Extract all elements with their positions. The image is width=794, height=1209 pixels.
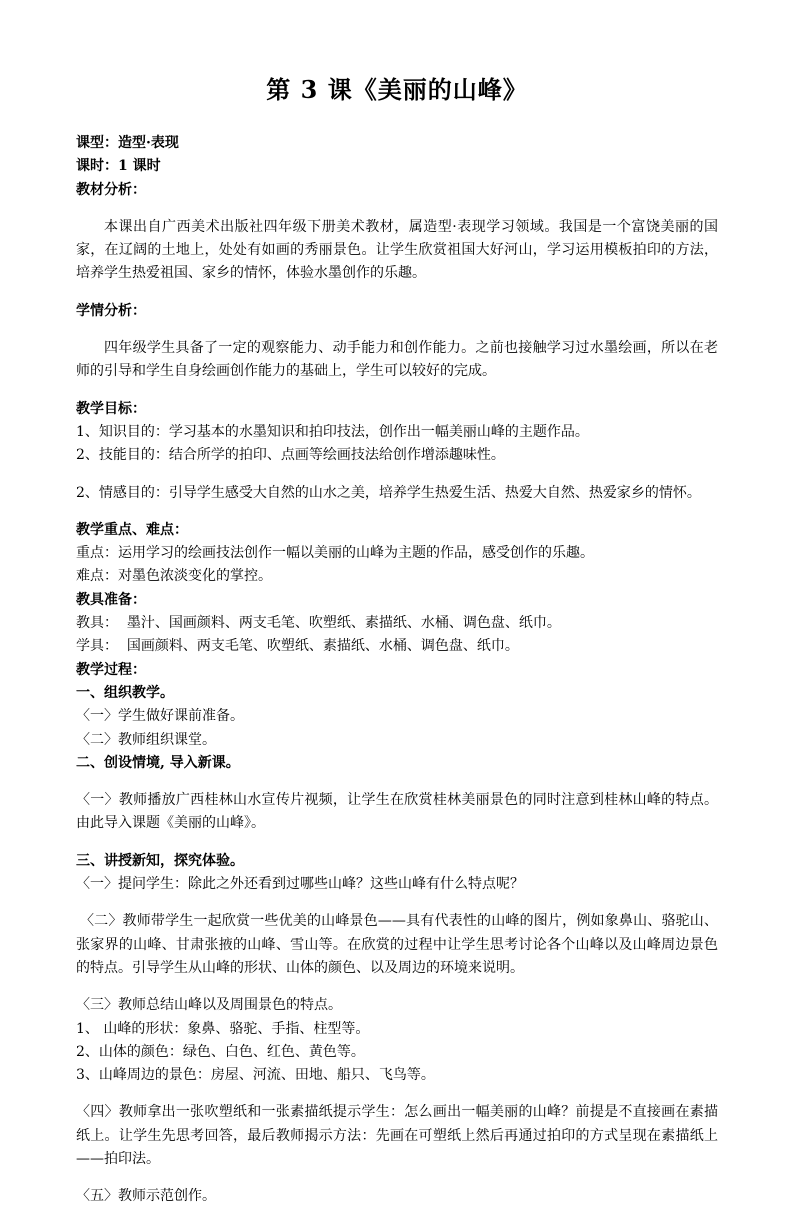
key-points-heading: 教学重点、难点： — [76, 521, 188, 538]
step1-heading: 一、组织教学。 — [76, 684, 174, 701]
step2-heading: 二、创设情境, 导入新课。 — [76, 754, 240, 771]
process-heading: 教学过程： — [76, 661, 146, 678]
student-analysis-heading: 学情分析： — [76, 302, 146, 319]
materials-teacher: 教具： 墨汁、国画颜料、两支毛笔、吹塑纸、素描纸、水桶、调色盘、纸巾。 — [76, 615, 561, 632]
step3-question-1: 〈一〉提问学生：除此之外还看到过哪些山峰？这些山峰有什么特点呢？ — [76, 876, 524, 893]
student-analysis-body: 四年级学生具备了一定的观察能力、动手能力和创作能力。之前也接触学习过水墨绘画，所以在老师的引导和学生自身绘画创作能力的基础上，学生可以较好的完成。 — [76, 340, 718, 380]
step1-item: 〈二〉教师组织课堂。 — [76, 731, 216, 748]
key-point-difficulty: 难点：对墨色浓淡变化的掌控。 — [76, 568, 272, 585]
objective-item: 2、情感目的：引导学生感受大自然的山水之美，培养学生热爱生活、热爱大自然、热爱家乡的情怀。 — [76, 484, 701, 501]
step3-question-2: 〈二〉教师带学生一起欣赏一些优美的山峰景色——具有代表性的山峰的图片，例如象鼻山、骆驼山、张家界的山峰、甘肃张掖的山峰、雪山等。在欣赏的过程中让学生思考讨论各个山峰以及山峰周边景色的特点。引导学生从山峰的形状、山体的颜色、以及周边的环境来说明。 — [76, 913, 718, 976]
feature-item: 1、 山峰的形状：象鼻、骆驼、手指、柱型等。 — [76, 1020, 370, 1037]
objectives-heading: 教学目标： — [76, 400, 146, 417]
textbook-analysis-heading: 教材分析： — [76, 181, 146, 198]
textbook-analysis-body: 本课出自广西美术出版社四年级下册美术教材，属造型·表现学习领域。我国是一个富饶美丽的国家，在辽阔的土地上，处处有如画的秀丽景色。让学生欣赏祖国大好河山，学习运用模板拍印的方法，培养学生热爱祖国、家乡的情怀，体验水墨创作的乐趣。 — [76, 218, 718, 282]
page-title: 第 3 课《美丽的山峰》 — [266, 75, 528, 104]
lesson-hours: 课时：1 课时 — [76, 158, 161, 175]
step2-item: 〈一〉教师播放广西桂林山水宣传片视频，让学生在欣赏桂林美丽景色的同时注意到桂林山峰的特点。由此导入课题《美丽的山峰》。 — [76, 792, 718, 832]
step3-question-5: 〈五〉教师示范创作。 — [76, 1188, 216, 1205]
step3-heading: 三、讲授新知，探究体验。 — [76, 852, 244, 869]
objective-item: 1、知识目的：学习基本的水墨知识和拍印技法，创作出一幅美丽山峰的主题作品。 — [76, 423, 589, 440]
feature-item: 3、山峰周边的景色：房屋、河流、田地、船只、飞鸟等。 — [76, 1067, 435, 1084]
feature-item: 2、山体的颜色：绿色、白色、红色、黄色等。 — [76, 1043, 365, 1060]
key-point-focus: 重点：运用学习的绘画技法创作一幅以美丽的山峰为主题的作品，感受创作的乐趣。 — [76, 545, 594, 562]
objective-item: 2、技能目的：结合所学的拍印、点画等绘画技法给创作增添趣味性。 — [76, 447, 505, 464]
step3-question-3: 〈三〉教师总结山峰以及周围景色的特点。 — [76, 997, 342, 1014]
lesson-content — [76, 132, 718, 1209]
lesson-type: 课型：造型·表现 — [76, 135, 179, 151]
step1-item: 〈一〉学生做好课前准备。 — [76, 708, 244, 725]
materials-student: 学具： 国画颜料、两支毛笔、吹塑纸、素描纸、水桶、调色盘、纸巾。 — [76, 638, 519, 655]
step3-question-4: 〈四〉教师拿出一张吹塑纸和一张素描纸提示学生：怎么画出一幅美丽的山峰？前提是不直接画在素描纸上。让学生先思考回答，最后教师揭示方法：先画在可塑纸上然后再通过拍印的方式呈现在素描纸上——拍印法。 — [76, 1104, 718, 1167]
materials-heading: 教具准备： — [76, 591, 146, 608]
